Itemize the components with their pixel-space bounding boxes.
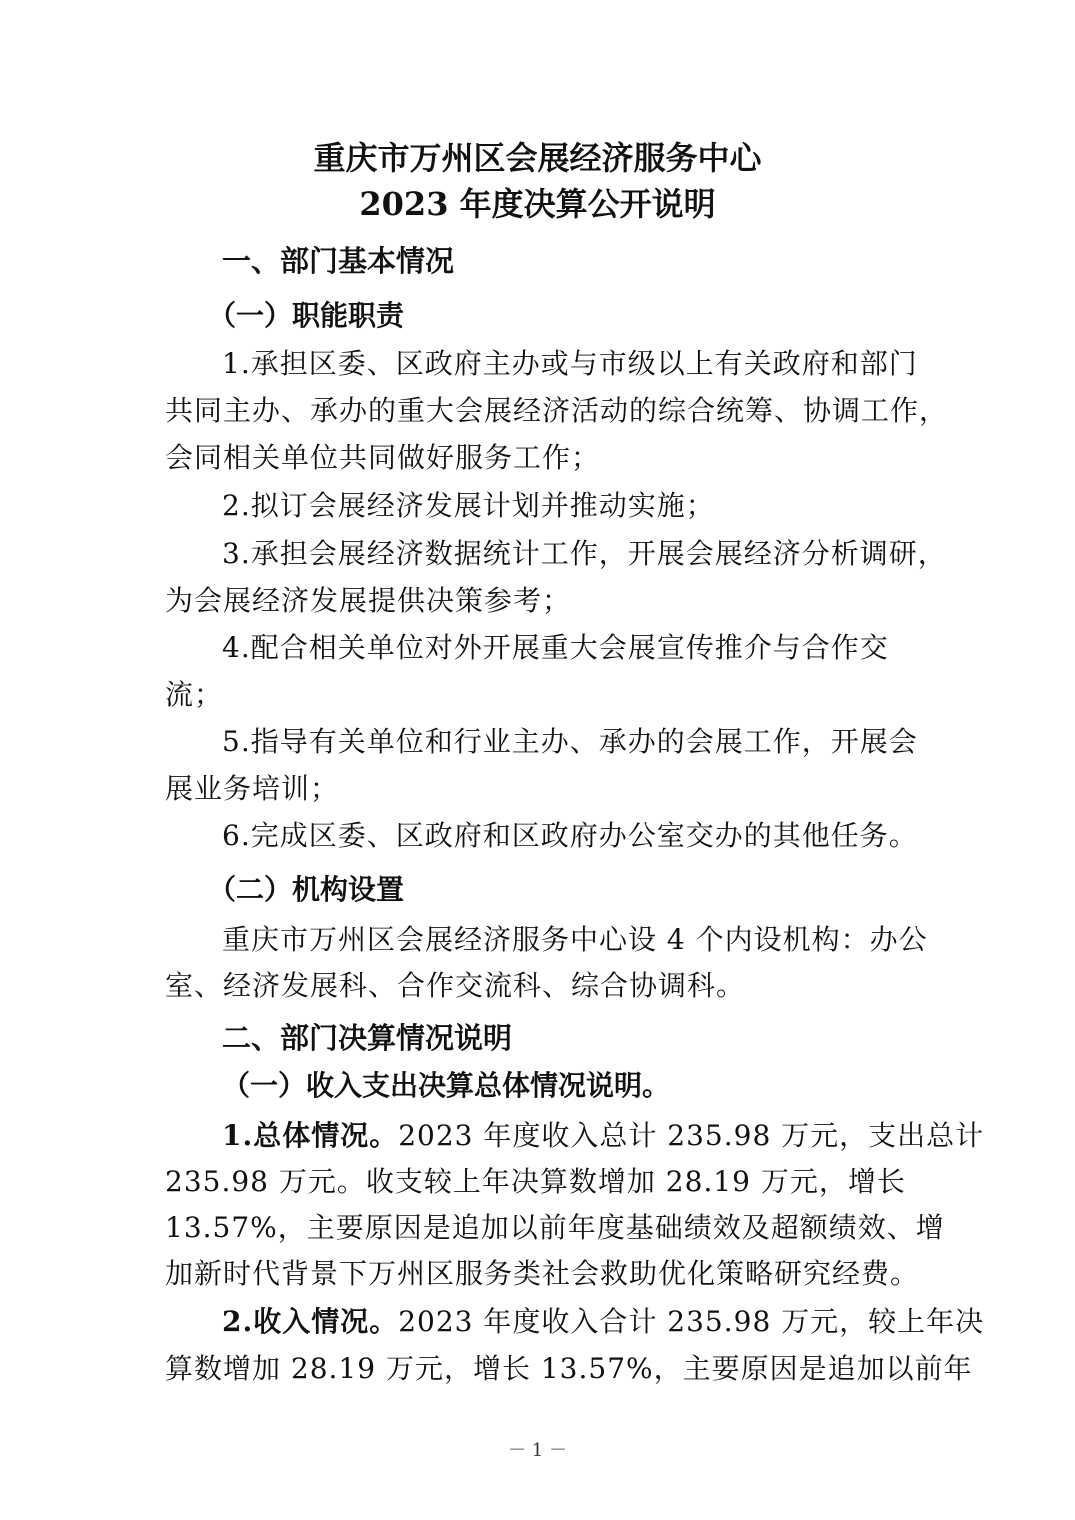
overall-paragraph-line-1 (222, 1118, 984, 1154)
duty-4-line-1: 4.配合相关单位对外开展重大会展宣传推介与合作交 (222, 631, 889, 664)
overall-lead: 1.总体情况。 (222, 1119, 399, 1152)
section-1-heading: 一、部门基本情况 (222, 244, 455, 278)
page-number: － 1 － (508, 1440, 567, 1461)
organization-line-1: 重庆市万州区会展经济服务中心设 4 个内设机构：办公 (222, 923, 928, 956)
subsection-duties-heading: （一）职能职责 (208, 299, 405, 332)
duty-5-line-1: 5.指导有关单位和行业主办、承办的会展工作，开展会 (222, 725, 918, 758)
duty-3-line-1: 3.承担会展经济数据统计工作，开展会展经济分析调研， (222, 537, 947, 570)
duty-1-line-1: 1.承担区委、区政府主办或与市级以上有关政府和部门 (222, 347, 918, 380)
duty-4-line-2: 流； (165, 678, 224, 711)
duty-6-line-1: 6.完成区委、区政府和区政府办公室交办的其他任务。 (222, 819, 918, 852)
document-title-line-1: 重庆市万州区会展经济服务中心 (313, 139, 762, 177)
income-paragraph-line-2: 算数增加 28.19 万元，增长 13.57%，主要原因是追加以前年 (165, 1352, 973, 1385)
overall-paragraph-line-3: 13.57%，主要原因是追加以前年度基础绩效及超额绩效、增 (165, 1211, 945, 1244)
overall-text-1: 2023 年度收入总计 235.98 万元，支出总计 (398, 1119, 985, 1152)
duty-3-line-2: 为会展经济发展提供决策参考； (165, 584, 572, 617)
section-2-heading: 二、部门决算情况说明 (222, 1021, 513, 1055)
organization-line-2: 室、经济发展科、合作交流科、综合协调科。 (165, 969, 746, 1002)
income-paragraph-line-1 (222, 1304, 984, 1340)
subsection-overall-heading: （一）收入支出决算总体情况说明。 (222, 1069, 671, 1102)
overall-paragraph-line-4: 加新时代背景下万州区服务类社会救助优化策略研究经费。 (165, 1257, 920, 1290)
subsection-organization-heading: （二）机构设置 (208, 873, 405, 906)
duty-5-line-2: 展业务培训； (165, 772, 340, 805)
income-lead: 2.收入情况。 (222, 1305, 399, 1338)
duty-1-line-2: 共同主办、承办的重大会展经济活动的综合统筹、协调工作， (165, 394, 949, 427)
document-title-line-2: 2023 年度决算公开说明 (359, 185, 716, 223)
duty-2-line-1: 2.拟订会展经济发展计划并推动实施； (222, 489, 715, 522)
overall-paragraph-line-2: 235.98 万元。收支较上年决算数增加 28.19 万元，增长 (165, 1165, 906, 1198)
duty-1-line-3: 会同相关单位共同做好服务工作； (165, 441, 601, 474)
income-text-1: 2023 年度收入合计 235.98 万元，较上年决 (398, 1305, 985, 1338)
